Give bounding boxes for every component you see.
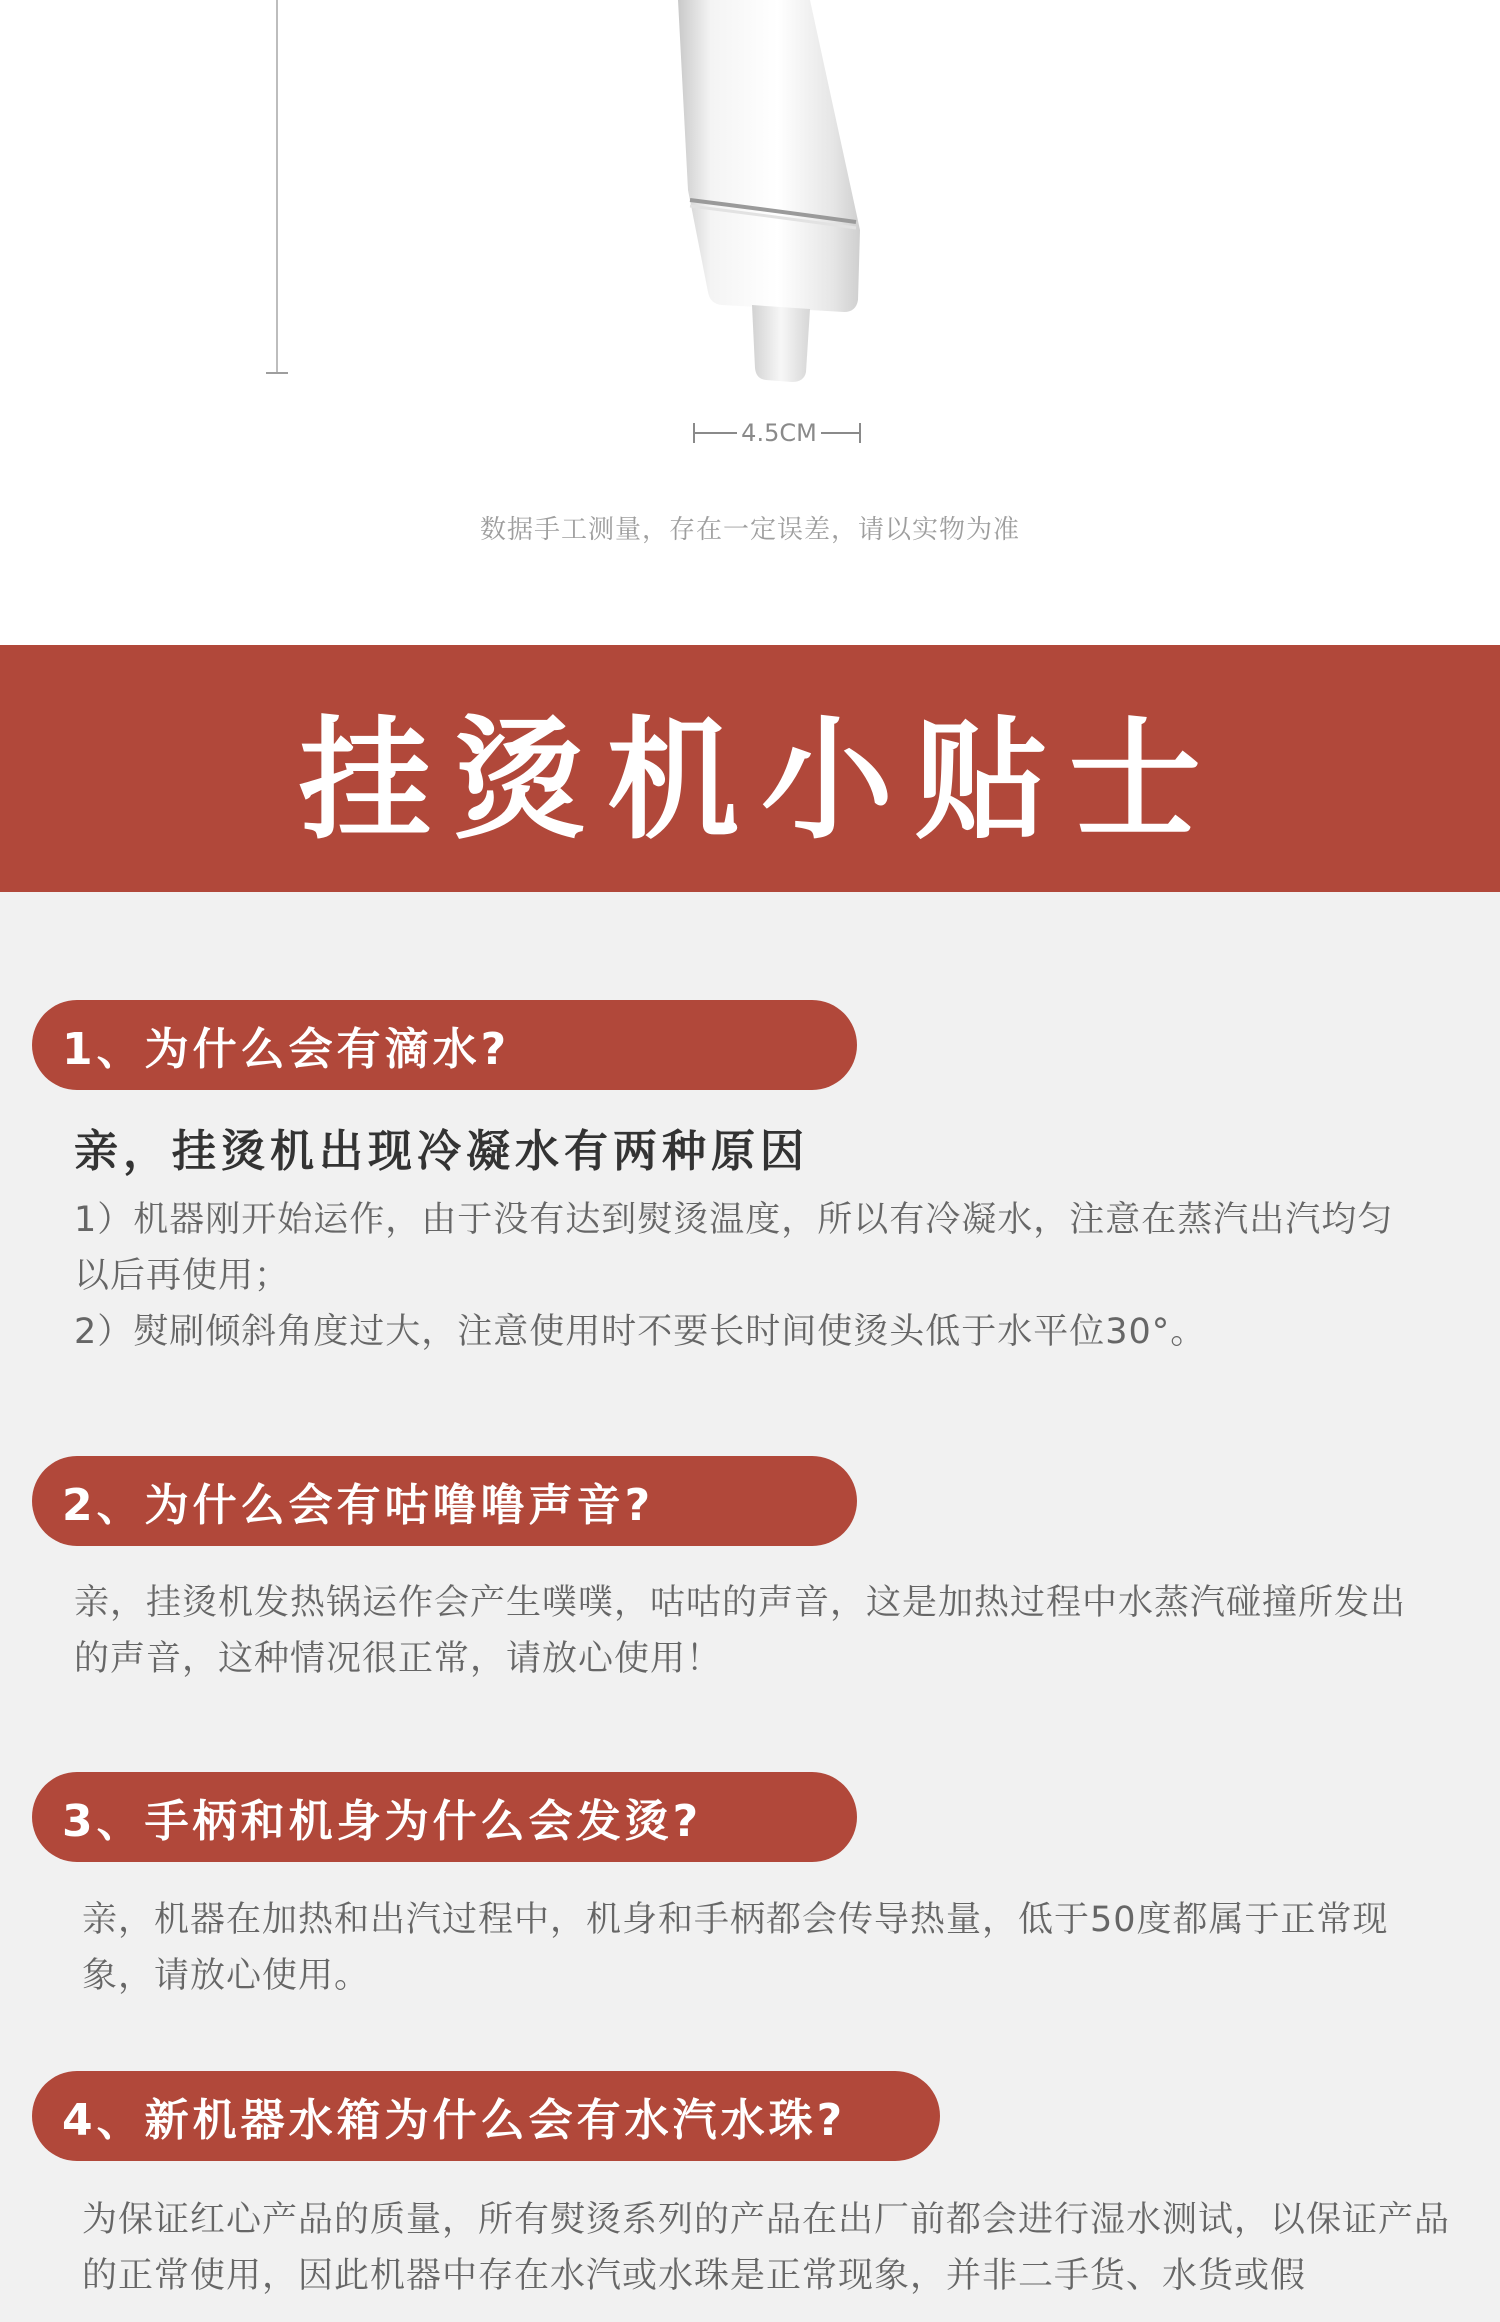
- tip-3-body: [82, 1892, 1422, 2004]
- tips-banner: [0, 645, 1500, 892]
- banner-title: 挂烫机小贴士: [299, 703, 1223, 858]
- tip-4-question: 4、新机器水箱为什么会有水汽水珠?: [32, 2071, 940, 2161]
- tip-1-body: [74, 1192, 1404, 1360]
- tip-4-line-1: 为保证红心产品的质量，所有熨烫系列的产品在出厂前都会进行湿水测试，以保证产品的正常使用，因此机器中存在水汽或水珠是正常现象，并非二手货、水货或假: [82, 2200, 1451, 2296]
- tip-1-question: 1、为什么会有滴水?: [32, 1000, 857, 1090]
- width-label: 4.5CM: [741, 419, 817, 447]
- product-dimension-section: [0, 0, 1500, 645]
- tip-2-line-1: 亲，挂烫机发热锅运作会产生噗噗，咕咕的声音，这是加热过程中水蒸汽碰撞所发出的声音，这种情况很正常，请放心使用！: [74, 1583, 1407, 1679]
- tip-3-line-1: 亲，机器在加热和出汽过程中，机身和手柄都会传导热量，低于50度都属于正常现象，请放心使用。: [82, 1900, 1389, 1996]
- tip-2-question: 2、为什么会有咕噜噜声音?: [32, 1456, 857, 1546]
- tip-1-line-1: 1）机器刚开始运作，由于没有达到熨烫温度，所以有冷凝水，注意在蒸汽出汽均匀以后再使用；: [74, 1200, 1394, 1296]
- measurement-disclaimer: 数据手工测量，存在一定误差，请以实物为准: [479, 515, 1020, 545]
- width-dimension: [693, 420, 861, 446]
- tip-1-line-2: 2）熨刷倾斜角度过大，注意使用时不要长时间使烫头低于水平位30°。: [74, 1312, 1207, 1352]
- steamer-handle-image: [660, 0, 880, 390]
- width-dimension-tick-right: [859, 423, 861, 443]
- tip-2-body: [74, 1575, 1414, 1687]
- tips-section: [0, 892, 1500, 2322]
- tip-3-question: 3、手柄和机身为什么会发烫?: [32, 1772, 857, 1862]
- width-dimension-bar-left: [693, 432, 737, 434]
- tip-1-subheading: 亲，挂烫机出现冷凝水有两种原因: [74, 1126, 809, 1177]
- width-dimension-bar-right: [821, 432, 861, 434]
- tip-4-body: [82, 2192, 1462, 2304]
- height-measure-cap: [266, 372, 288, 374]
- height-measure-line: [276, 0, 278, 373]
